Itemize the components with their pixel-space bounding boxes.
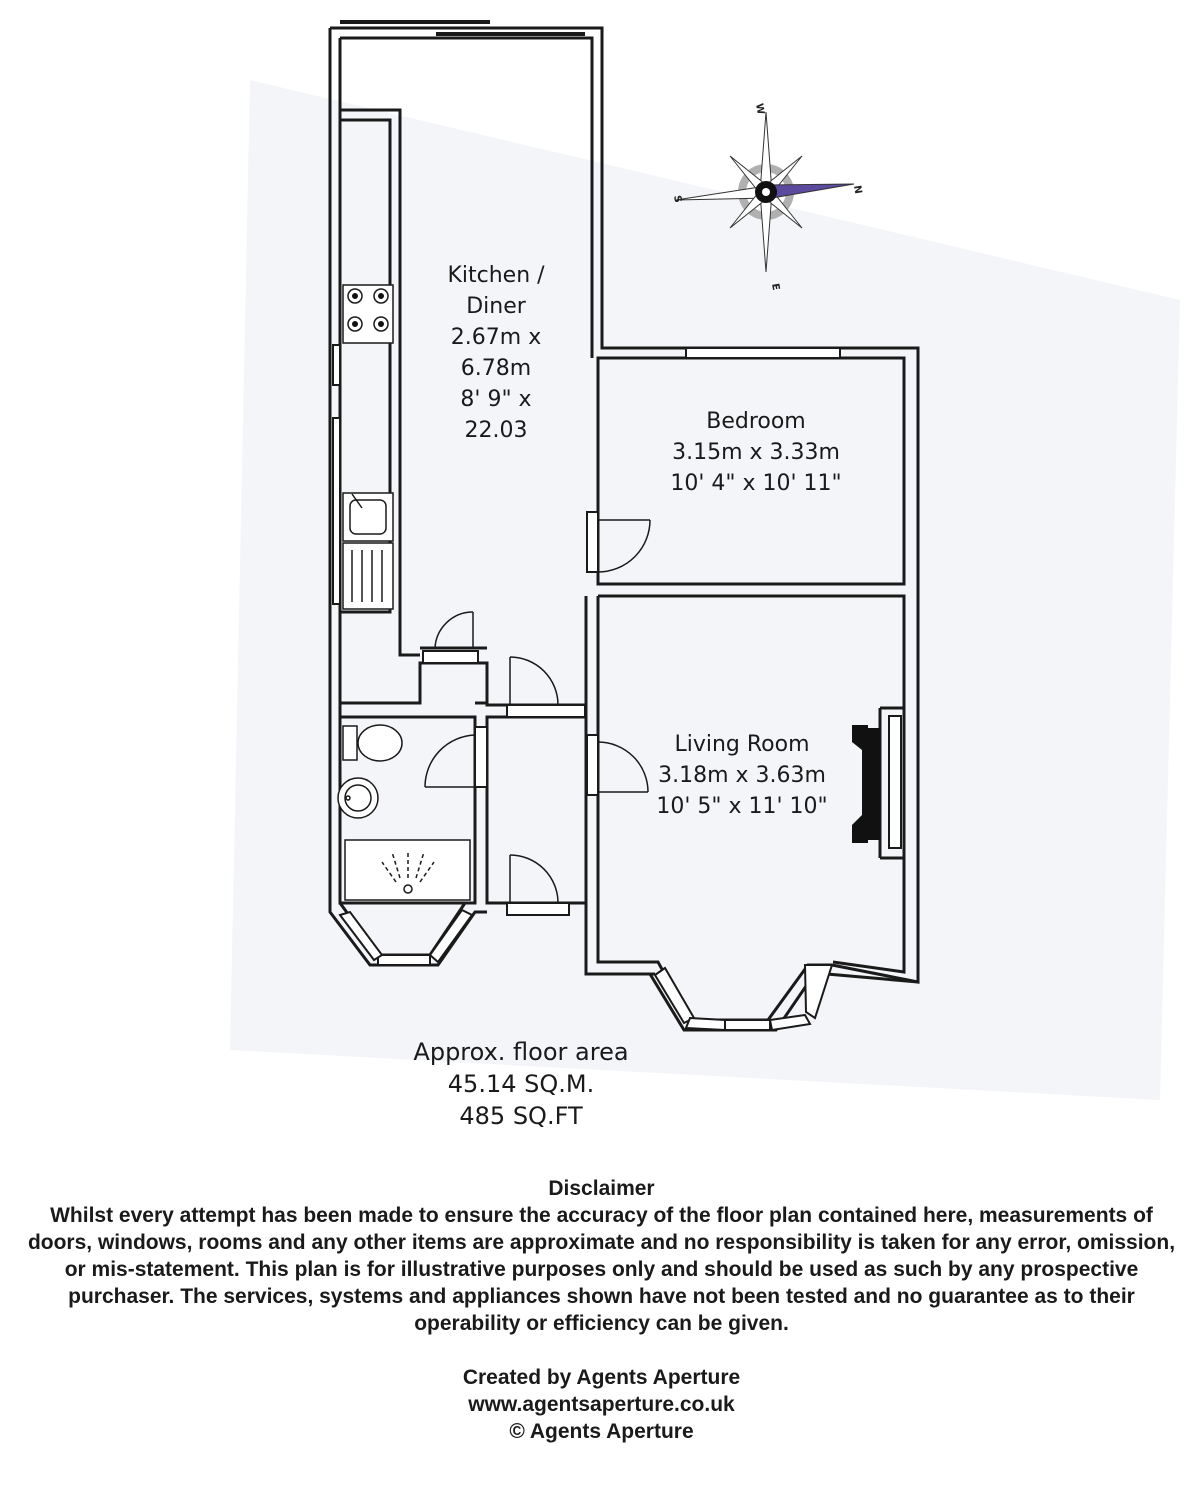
kitchen-sink-icon — [343, 493, 393, 609]
basin-icon — [338, 778, 378, 818]
svg-text:485 SQ.FT: 485 SQ.FT — [459, 1102, 583, 1130]
credits-created-by: Created by Agents Aperture — [462, 1366, 741, 1389]
svg-text:Living Room: Living Room — [674, 732, 810, 757]
svg-text:6.78m: 6.78m — [460, 356, 532, 381]
svg-text:10' 5" x 11' 10": 10' 5" x 11' 10" — [656, 794, 828, 819]
svg-text:3.15m x 3.33m: 3.15m x 3.33m — [672, 440, 840, 465]
svg-text:Approx. floor area: Approx. floor area — [413, 1038, 629, 1066]
svg-text:2.67m x: 2.67m x — [450, 325, 542, 350]
toilet-icon — [343, 725, 402, 761]
compass-n: N — [851, 184, 864, 195]
shower-icon — [345, 840, 470, 900]
disclaimer-block — [20, 1175, 1183, 1445]
svg-text:22.03: 22.03 — [464, 418, 528, 443]
credits-copyright: © Agents Aperture — [509, 1420, 694, 1443]
compass-e: E — [769, 282, 782, 292]
credits-block — [20, 1364, 1183, 1445]
compass-w: W — [753, 102, 766, 116]
compass-north-pointer — [766, 184, 854, 199]
disclaimer-body: Whilst every attempt has been made to ensure the accuracy of the floor plan contained here, measurements of doors, windows, rooms and any other items are approximate and no responsibility is taken for any error, omission, or mis-statement. This plan is for illustrative purposes only and should be used as such by any prospective purchaser. The services, systems and appliances shown have not been tested and no guarantee as to their operability or efficiency can be given. — [27, 1204, 1176, 1335]
credits-website-link[interactable]: www.agentsaperture.co.uk — [468, 1393, 735, 1416]
svg-text:Diner: Diner — [466, 294, 526, 319]
svg-text:10' 4" x 10' 11": 10' 4" x 10' 11" — [670, 471, 842, 496]
svg-text:45.14 SQ.M.: 45.14 SQ.M. — [447, 1070, 595, 1098]
svg-text:8' 9" x: 8' 9" x — [460, 387, 532, 412]
hob-icon — [343, 285, 393, 343]
disclaimer-title: Disclaimer — [548, 1177, 655, 1200]
svg-text:Bedroom: Bedroom — [706, 409, 806, 434]
floor-area-label — [413, 1038, 628, 1130]
svg-text:Kitchen /: Kitchen / — [447, 263, 545, 288]
svg-text:3.18m x 3.63m: 3.18m x 3.63m — [658, 763, 826, 788]
compass-s: S — [671, 194, 684, 204]
living-room-label — [656, 732, 827, 819]
